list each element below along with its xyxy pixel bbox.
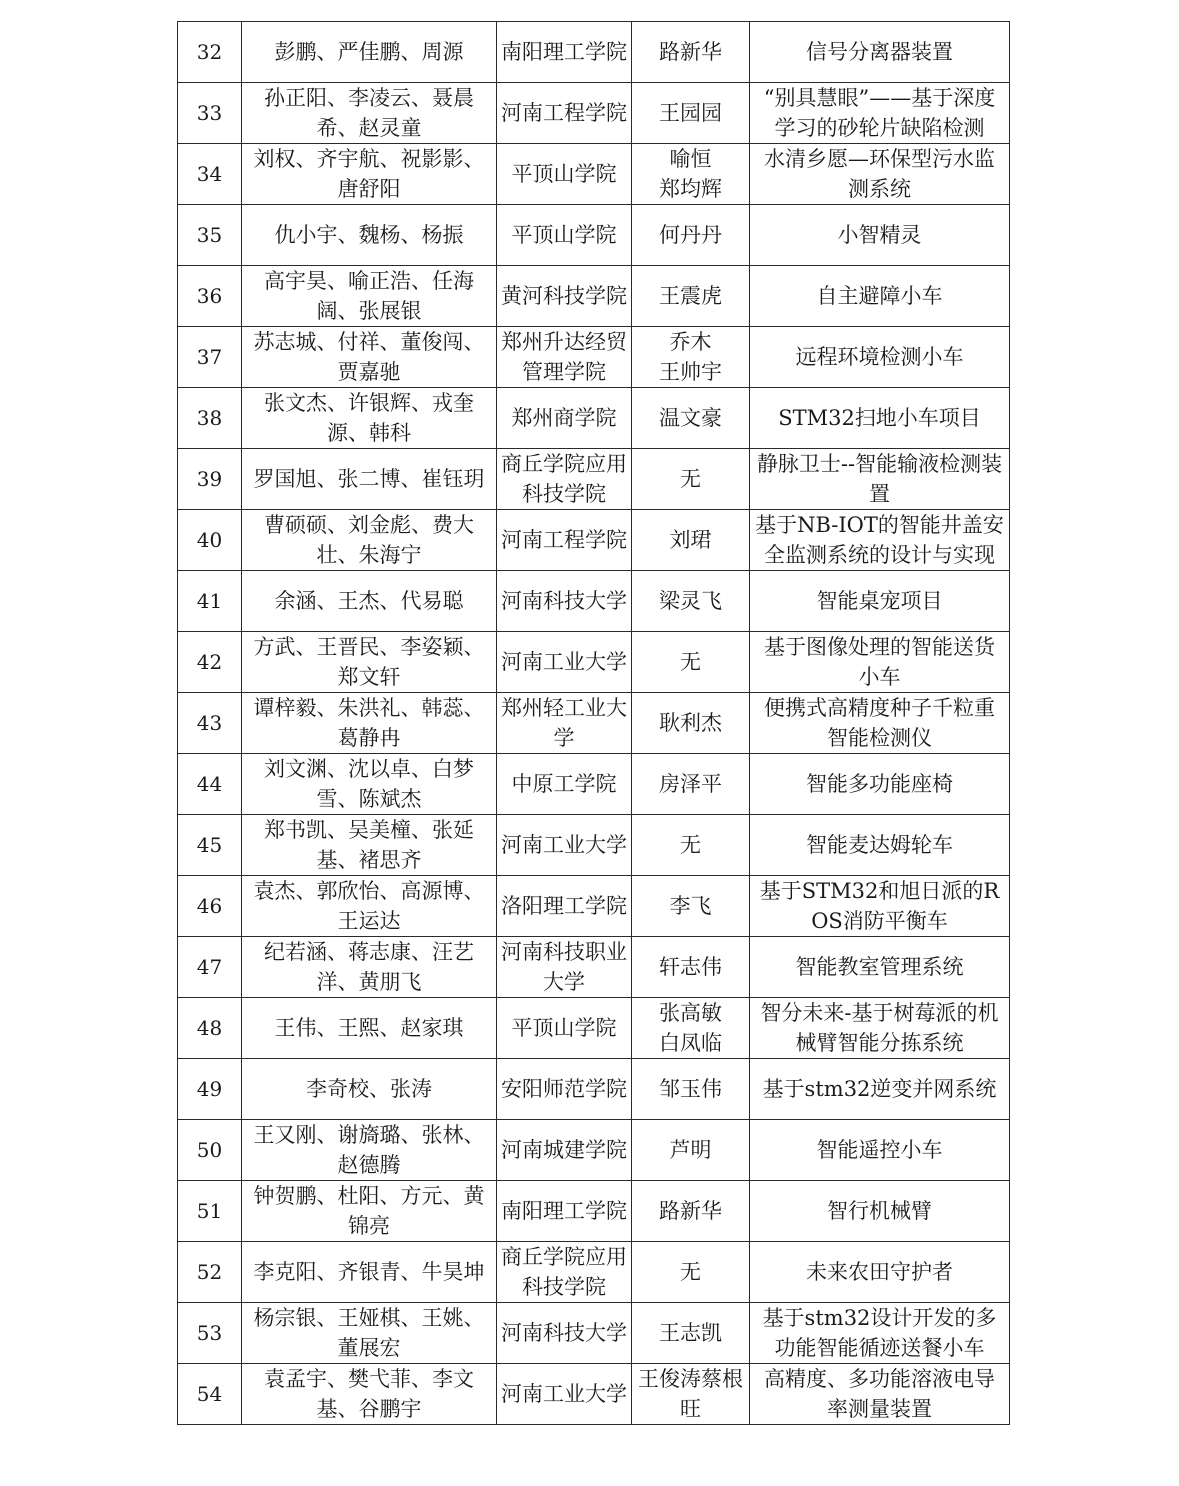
project-title-cell: 基于stm32逆变并网系统 (750, 1059, 1010, 1120)
advisor-cell: 无 (632, 449, 750, 510)
school-cell: 河南科技大学 (497, 571, 632, 632)
advisor-cell: 房泽平 (632, 754, 750, 815)
project-title-cell: 智能教室管理系统 (750, 937, 1010, 998)
team-members-cell: 苏志城、付祥、董俊闯、贾嘉驰 (242, 327, 497, 388)
project-title-cell: 智能遥控小车 (750, 1120, 1010, 1181)
team-members-cell: 仇小宇、魏杨、杨振 (242, 205, 497, 266)
team-members-cell: 袁杰、郭欣怡、高源博、王运达 (242, 876, 497, 937)
team-members-cell: 张文杰、许银辉、戎奎源、韩科 (242, 388, 497, 449)
results-table-page (177, 21, 1009, 1425)
team-members-cell: 孙正阳、李凌云、聂晨希、赵灵童 (242, 83, 497, 144)
school-cell: 郑州轻工业大学 (497, 693, 632, 754)
team-members-cell: 李奇校、张涛 (242, 1059, 497, 1120)
advisor-cell: 芦明 (632, 1120, 750, 1181)
advisor-cell: 路新华 (632, 22, 750, 83)
table-row (178, 22, 1010, 83)
advisor-cell: 无 (632, 632, 750, 693)
advisor-cell: 邹玉伟 (632, 1059, 750, 1120)
table-row (178, 998, 1010, 1059)
project-title-cell: 高精度、多功能溶液电导率测量装置 (750, 1364, 1010, 1425)
school-cell: 安阳师范学院 (497, 1059, 632, 1120)
team-members-cell: 袁孟宇、樊弋菲、李文基、谷鹏宇 (242, 1364, 497, 1425)
row-number-cell: 43 (178, 693, 242, 754)
school-cell: 河南科技大学 (497, 1303, 632, 1364)
row-number-cell: 49 (178, 1059, 242, 1120)
school-cell: 平顶山学院 (497, 998, 632, 1059)
table-row (178, 1242, 1010, 1303)
project-title-cell: 智能桌宠项目 (750, 571, 1010, 632)
school-cell: 中原工学院 (497, 754, 632, 815)
table-row (178, 632, 1010, 693)
advisor-cell: 王俊涛蔡根旺 (632, 1364, 750, 1425)
advisor-cell: 王园园 (632, 83, 750, 144)
table-row (178, 1303, 1010, 1364)
team-members-cell: 刘权、齐宇航、祝影影、唐舒阳 (242, 144, 497, 205)
advisor-cell: 王震虎 (632, 266, 750, 327)
project-title-cell: 基于STM32和旭日派的ROS消防平衡车 (750, 876, 1010, 937)
advisor-cell: 无 (632, 1242, 750, 1303)
project-title-cell: 基于stm32设计开发的多功能智能循迹送餐小车 (750, 1303, 1010, 1364)
advisor-cell: 喻恒 郑均辉 (632, 144, 750, 205)
project-title-cell: 静脉卫士--智能输液检测装置 (750, 449, 1010, 510)
advisor-cell: 张高敏 白凤临 (632, 998, 750, 1059)
advisor-cell: 耿利杰 (632, 693, 750, 754)
team-members-cell: 方武、王晋民、李姿颖、郑文轩 (242, 632, 497, 693)
table-body (178, 22, 1010, 1425)
table-row (178, 754, 1010, 815)
row-number-cell: 32 (178, 22, 242, 83)
table-row (178, 693, 1010, 754)
table-row (178, 83, 1010, 144)
team-members-cell: 余涵、王杰、代易聪 (242, 571, 497, 632)
row-number-cell: 53 (178, 1303, 242, 1364)
row-number-cell: 40 (178, 510, 242, 571)
project-title-cell: 智行机械臂 (750, 1181, 1010, 1242)
project-title-cell: 远程环境检测小车 (750, 327, 1010, 388)
school-cell: 河南工业大学 (497, 1364, 632, 1425)
school-cell: 河南工业大学 (497, 815, 632, 876)
project-title-cell: 水清乡愿—环保型污水监测系统 (750, 144, 1010, 205)
advisor-cell: 轩志伟 (632, 937, 750, 998)
advisor-cell: 李飞 (632, 876, 750, 937)
team-members-cell: 王伟、王熙、赵家琪 (242, 998, 497, 1059)
advisor-cell: 梁灵飞 (632, 571, 750, 632)
advisor-cell: 刘珺 (632, 510, 750, 571)
table-row (178, 1181, 1010, 1242)
team-members-cell: 彭鹏、严佳鹏、周源 (242, 22, 497, 83)
row-number-cell: 47 (178, 937, 242, 998)
team-members-cell: 郑书凯、吴美橦、张延基、褚思齐 (242, 815, 497, 876)
row-number-cell: 39 (178, 449, 242, 510)
advisor-cell: 温文豪 (632, 388, 750, 449)
table-row (178, 1364, 1010, 1425)
project-title-cell: 未来农田守护者 (750, 1242, 1010, 1303)
project-title-cell: 智能麦达姆轮车 (750, 815, 1010, 876)
row-number-cell: 51 (178, 1181, 242, 1242)
project-title-cell: 便携式高精度种子千粒重智能检测仪 (750, 693, 1010, 754)
school-cell: 南阳理工学院 (497, 1181, 632, 1242)
row-number-cell: 36 (178, 266, 242, 327)
table-row (178, 937, 1010, 998)
school-cell: 郑州升达经贸管理学院 (497, 327, 632, 388)
school-cell: 河南工程学院 (497, 510, 632, 571)
project-title-cell: 智能多功能座椅 (750, 754, 1010, 815)
school-cell: 河南工程学院 (497, 83, 632, 144)
school-cell: 河南科技职业大学 (497, 937, 632, 998)
row-number-cell: 38 (178, 388, 242, 449)
project-title-cell: 基于NB-IOT的智能井盖安全监测系统的设计与实现 (750, 510, 1010, 571)
table-row (178, 144, 1010, 205)
project-title-cell: 小智精灵 (750, 205, 1010, 266)
team-members-cell: 王又刚、谢旖璐、张林、赵德腾 (242, 1120, 497, 1181)
project-title-cell: 自主避障小车 (750, 266, 1010, 327)
school-cell: 黄河科技学院 (497, 266, 632, 327)
table-row (178, 266, 1010, 327)
project-title-cell: 信号分离器装置 (750, 22, 1010, 83)
school-cell: 郑州商学院 (497, 388, 632, 449)
school-cell: 河南工业大学 (497, 632, 632, 693)
advisor-cell: 王志凯 (632, 1303, 750, 1364)
row-number-cell: 44 (178, 754, 242, 815)
table-row (178, 449, 1010, 510)
project-title-cell: STM32扫地小车项目 (750, 388, 1010, 449)
team-members-cell: 曹硕硕、刘金彪、费大壮、朱海宁 (242, 510, 497, 571)
team-members-cell: 谭梓毅、朱洪礼、韩蕊、葛静冉 (242, 693, 497, 754)
row-number-cell: 52 (178, 1242, 242, 1303)
advisor-cell: 无 (632, 815, 750, 876)
table-row (178, 815, 1010, 876)
table-row (178, 388, 1010, 449)
team-members-cell: 高宇昊、喻正浩、任海阔、张展银 (242, 266, 497, 327)
school-cell: 洛阳理工学院 (497, 876, 632, 937)
table-row (178, 205, 1010, 266)
school-cell: 商丘学院应用科技学院 (497, 1242, 632, 1303)
advisor-cell: 路新华 (632, 1181, 750, 1242)
team-members-cell: 杨宗银、王娅棋、王姚、董展宏 (242, 1303, 497, 1364)
school-cell: 河南城建学院 (497, 1120, 632, 1181)
row-number-cell: 33 (178, 83, 242, 144)
project-title-cell: “别具慧眼”——基于深度学习的砂轮片缺陷检测 (750, 83, 1010, 144)
advisor-cell: 乔木 王帅宇 (632, 327, 750, 388)
row-number-cell: 48 (178, 998, 242, 1059)
row-number-cell: 37 (178, 327, 242, 388)
school-cell: 平顶山学院 (497, 144, 632, 205)
table-row (178, 571, 1010, 632)
row-number-cell: 45 (178, 815, 242, 876)
school-cell: 平顶山学院 (497, 205, 632, 266)
row-number-cell: 54 (178, 1364, 242, 1425)
school-cell: 南阳理工学院 (497, 22, 632, 83)
row-number-cell: 35 (178, 205, 242, 266)
row-number-cell: 50 (178, 1120, 242, 1181)
row-number-cell: 34 (178, 144, 242, 205)
results-table (177, 21, 1010, 1425)
team-members-cell: 李克阳、齐银青、牛昊坤 (242, 1242, 497, 1303)
table-row (178, 1059, 1010, 1120)
advisor-cell: 何丹丹 (632, 205, 750, 266)
team-members-cell: 钟贺鹏、杜阳、方元、黄锦亮 (242, 1181, 497, 1242)
row-number-cell: 41 (178, 571, 242, 632)
row-number-cell: 46 (178, 876, 242, 937)
table-row (178, 510, 1010, 571)
table-row (178, 876, 1010, 937)
team-members-cell: 罗国旭、张二博、崔钰玥 (242, 449, 497, 510)
project-title-cell: 基于图像处理的智能送货小车 (750, 632, 1010, 693)
row-number-cell: 42 (178, 632, 242, 693)
table-row (178, 1120, 1010, 1181)
team-members-cell: 刘文渊、沈以卓、白梦雪、陈斌杰 (242, 754, 497, 815)
project-title-cell: 智分未来-基于树莓派的机械臂智能分拣系统 (750, 998, 1010, 1059)
school-cell: 商丘学院应用科技学院 (497, 449, 632, 510)
team-members-cell: 纪若涵、蒋志康、汪艺洋、黄朋飞 (242, 937, 497, 998)
table-row (178, 327, 1010, 388)
